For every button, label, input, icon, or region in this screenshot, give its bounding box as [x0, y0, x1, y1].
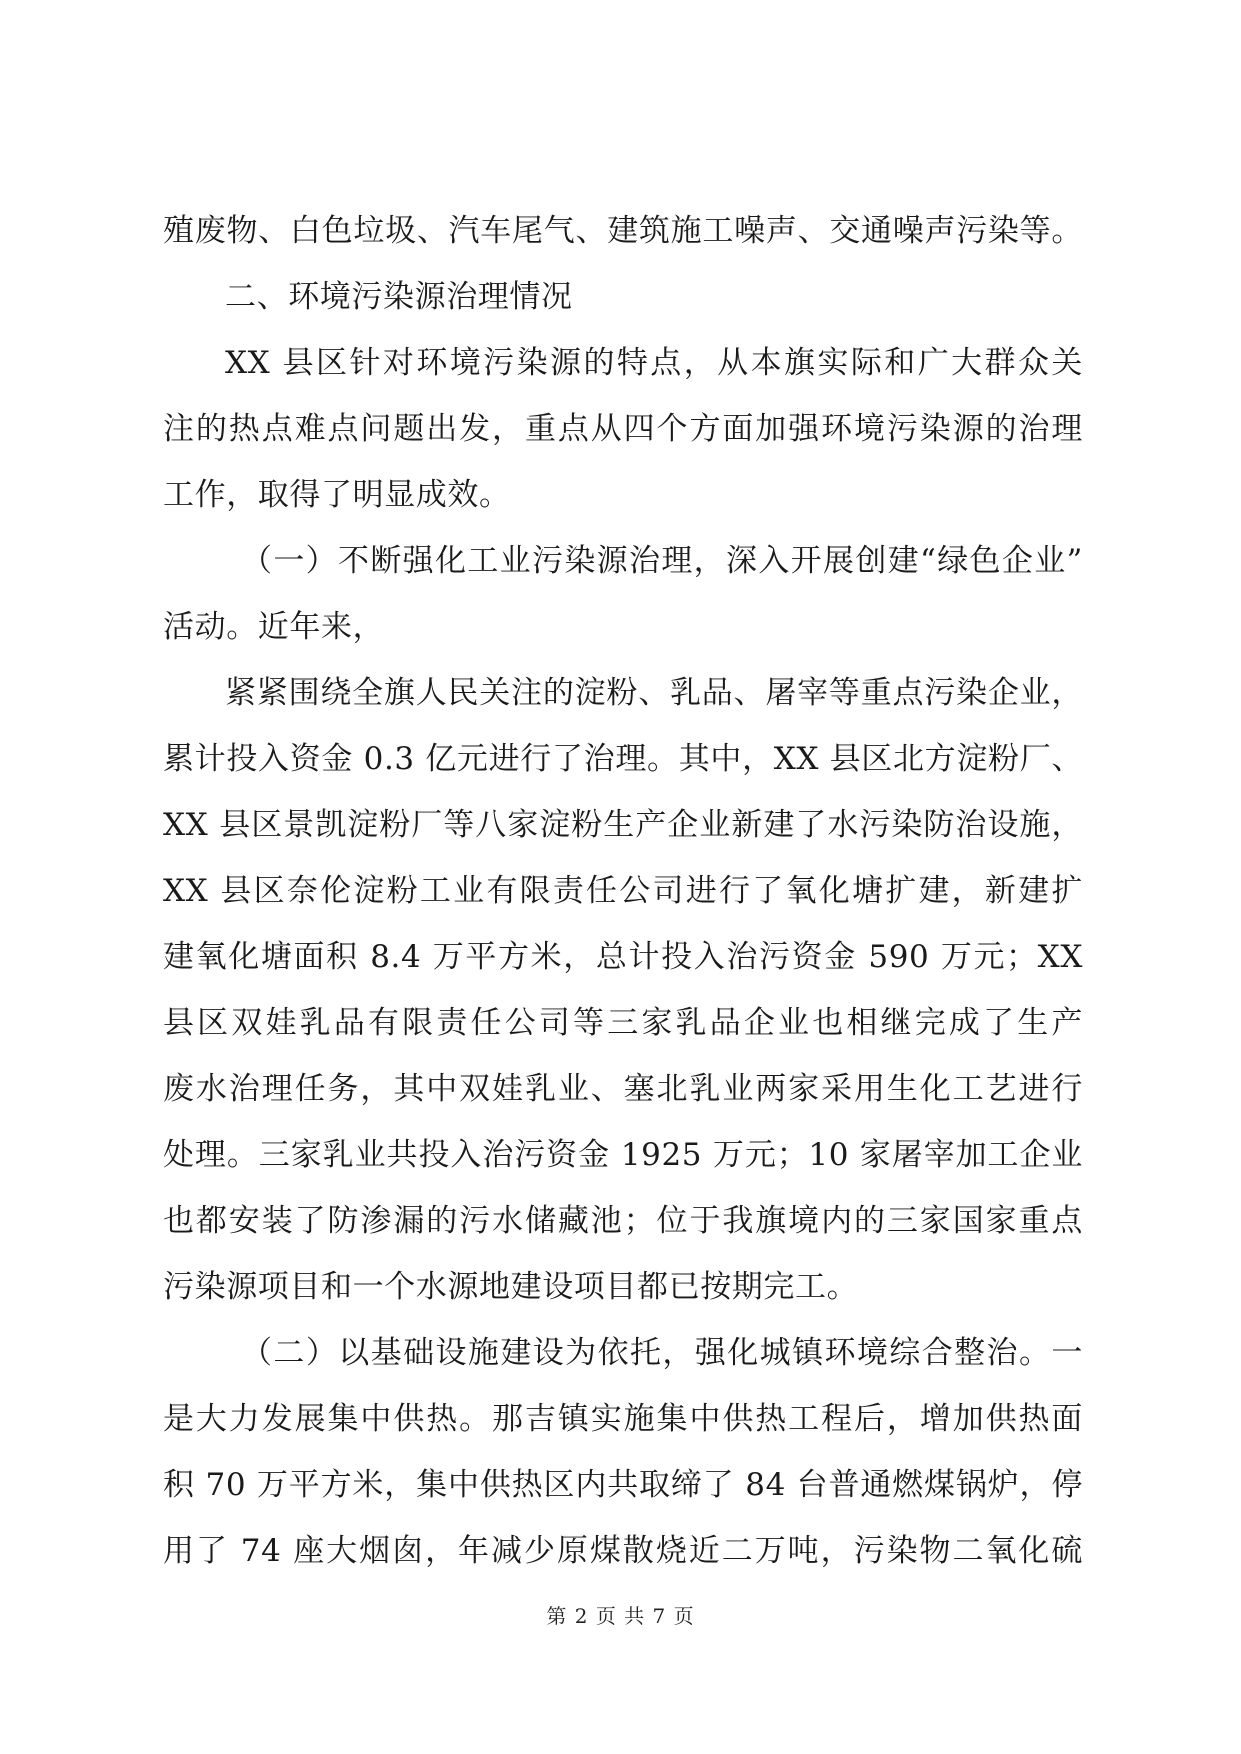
- page-number-footer: 第 2 页 共 7 页: [546, 1604, 695, 1628]
- document-body: [163, 198, 1083, 1584]
- text-line: 工作，取得了明显成效。: [163, 477, 511, 513]
- text-line: 活动。近年来，: [163, 609, 385, 645]
- text-line: 用了 74 座大烟囱，年减少原煤散烧近二万吨，污染物二氧化硫: [163, 1533, 1083, 1569]
- text-line: 处理。三家乳业共投入治污资金 1925 万元；10 家屠宰加工企业: [163, 1137, 1083, 1173]
- text-line: XX 县区景凯淀粉厂等八家淀粉生产企业新建了水污染防治设施，: [163, 807, 1083, 843]
- text-line: 是大力发展集中供热。那吉镇实施集中供热工程后，增加供热面: [163, 1401, 1083, 1437]
- text-line: 紧紧围绕全旗人民关注的淀粉、乳品、屠宰等重点污染企业，: [225, 675, 1083, 711]
- subsection-heading: （一）不断强化工业污染源治理，深入开展创建“绿色企业”: [241, 543, 1083, 579]
- subsection-heading: （二）以基础设施建设为依托，强化城镇环境综合整治。一: [241, 1335, 1083, 1371]
- section-heading: 二、环境污染源治理情况: [225, 279, 573, 315]
- text-line: 殖废物、白色垃圾、汽车尾气、建筑施工噪声、交通噪声污染等。: [163, 213, 1083, 249]
- text-line: 县区双娃乳品有限责任公司等三家乳品企业也相继完成了生产: [163, 1005, 1083, 1041]
- text-line: XX 县区针对环境污染源的特点，从本旗实际和广大群众关: [225, 345, 1083, 381]
- text-line: 注的热点难点问题出发，重点从四个方面加强环境污染源的治理: [163, 411, 1083, 447]
- text-line: 废水治理任务，其中双娃乳业、塞北乳业两家采用生化工艺进行: [163, 1071, 1083, 1107]
- text-line: 也都安装了防渗漏的污水储藏池；位于我旗境内的三家国家重点: [163, 1203, 1083, 1239]
- text-line: 累计投入资金 0.3 亿元进行了治理。其中，XX 县区北方淀粉厂、: [163, 741, 1083, 777]
- text-line: 积 70 万平方米，集中供热区内共取缔了 84 台普通燃煤锅炉，停: [163, 1467, 1083, 1503]
- text-line: 污染源项目和一个水源地建设项目都已按期完工。: [163, 1269, 859, 1305]
- text-line: 建氧化塘面积 8.4 万平方米，总计投入治污资金 590 万元；XX: [163, 939, 1083, 975]
- text-line: XX 县区奈伦淀粉工业有限责任公司进行了氧化塘扩建，新建扩: [163, 873, 1083, 909]
